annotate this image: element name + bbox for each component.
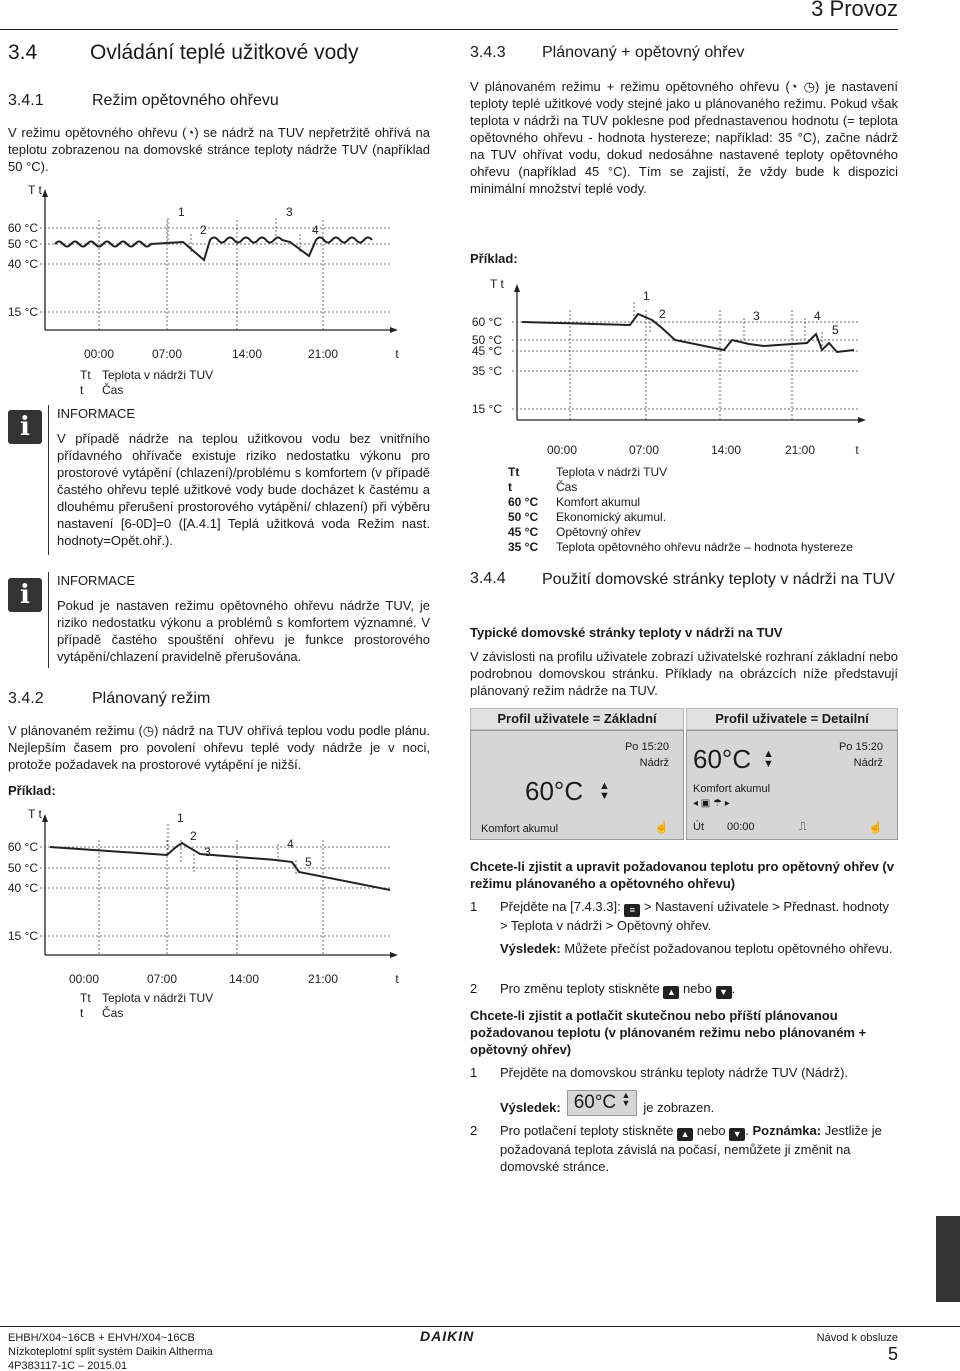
mode-label: Komfort akumul	[693, 783, 771, 795]
legend-value: Komfort akumul	[556, 495, 641, 509]
footer-manual: Návod k obsluze	[816, 1332, 898, 1344]
brand-logo: DAIKIN	[420, 1328, 475, 1344]
q1-result	[500, 940, 898, 957]
info-title: INFORMACE	[57, 406, 135, 421]
legend-value: Teplota v nádrži TUV	[102, 368, 214, 382]
tap-icon: ☝	[868, 820, 883, 834]
step-number: 1	[470, 1065, 478, 1080]
marker-1: 1	[643, 289, 650, 303]
temperature-value: 60°C	[525, 776, 584, 806]
y-axis-label: T t	[490, 277, 504, 291]
legend-chart-schedule-reheat	[508, 465, 853, 555]
page-number: 5	[887, 1344, 898, 1364]
step-text: Přejděte na [7.4.3.3]:	[500, 899, 621, 914]
section-title	[8, 41, 359, 64]
schedule-step-icon: ⎍	[799, 821, 807, 833]
y-axis-label: T t	[28, 807, 42, 821]
legend-value: Opětovný ohřev	[556, 525, 641, 539]
y-tick-35: 35 °C	[471, 364, 502, 378]
up-button-icon: ▲	[677, 1128, 693, 1141]
chart-schedule-reheat	[462, 270, 902, 465]
y-tick-15: 15 °C	[471, 402, 502, 416]
x-tick-0000: 00:00	[546, 443, 578, 457]
x-tick-2100: 21:00	[307, 972, 339, 986]
marker-5: 5	[305, 855, 312, 869]
chart-schedule	[0, 800, 430, 1000]
up-down-arrows-icon: ▲ ▼	[621, 1090, 631, 1108]
result-text: Můžete přečíst požadovanou teplotu opětovného ohřevu.	[564, 941, 893, 956]
subsection-title-text: Použití domovské stránky teploty v nádrži na TUV	[542, 571, 895, 588]
x-tick-0000: 00:00	[83, 347, 115, 361]
chart-reheat	[0, 180, 430, 400]
screen-detail-header: Profil uživatele = Detailní	[686, 708, 898, 730]
legend-key: Tt	[80, 368, 91, 382]
temperature-value: 60°C	[693, 744, 752, 774]
result-label: Výsledek:	[500, 1099, 561, 1115]
marker-1: 1	[177, 811, 184, 825]
x-axis-label: t	[855, 443, 859, 457]
header-rule	[0, 29, 898, 30]
legend-value: Teplota v nádrži TUV	[102, 991, 214, 1005]
x-tick-1400: 14:00	[231, 347, 263, 361]
legend-row	[508, 480, 853, 495]
subsection-number: 3.4.2	[8, 690, 44, 707]
x-tick-1400: 14:00	[710, 443, 742, 457]
footer-series: Nízkoteplotní split systém Daikin Altherma	[8, 1346, 213, 1358]
footer-rule	[0, 1326, 960, 1327]
q2-step-2: 2 Pro potlačení teploty stiskněte ▲ nebo ▼ . Poznámka: Jestliže je požadovaná teplota závislá na počasí, nemůžete ji změnit na domovské stránce.	[470, 1123, 882, 1174]
step-text: Pro změnu teploty stiskněte	[500, 981, 660, 996]
info-icon: i	[8, 410, 42, 444]
up-down-arrows-icon[interactable]: ▲ ▼	[599, 780, 610, 802]
y-tick-50: 50 °C	[7, 861, 38, 875]
y-tick-60: 60 °C	[7, 221, 38, 235]
side-tab-marker	[936, 1216, 960, 1302]
footer-left	[8, 1331, 213, 1371]
x-tick-0700: 07:00	[151, 347, 183, 361]
step-text: Přejděte na domovskou stránku teploty nádrže TUV (Nádrž).	[500, 1065, 849, 1080]
y-tick-40: 40 °C	[7, 881, 38, 895]
footer-model: EHBH/X04~16CB + EHVH/X04~16CB	[8, 1332, 195, 1344]
footer-doc: 4P383117-1C – 2015.01	[8, 1360, 128, 1371]
result-text: je zobrazen.	[643, 1099, 715, 1115]
screen-basic-header: Profil uživatele = Základní	[470, 708, 684, 730]
marker-3: 3	[286, 205, 293, 219]
marker-4: 4	[814, 309, 821, 323]
x-axis-label: t	[395, 347, 399, 361]
legend-value: Teplota v nádrži TUV	[556, 465, 668, 479]
y-axis-label: T t	[28, 183, 42, 197]
legend-key: t	[508, 480, 512, 494]
step-number: 1	[470, 899, 478, 914]
legend-row	[508, 525, 853, 540]
legend-value: Čas	[102, 383, 124, 397]
legend-key: 60 °C	[508, 495, 539, 509]
result-label: Výsledek:	[500, 941, 561, 956]
legend-key: Tt	[80, 991, 91, 1005]
y-tick-15: 15 °C	[7, 929, 38, 943]
next-time: 00:00	[727, 821, 755, 833]
legend-row	[508, 495, 853, 510]
legend-row	[80, 1006, 213, 1021]
info-box-2	[48, 572, 430, 668]
marker-2: 2	[200, 223, 207, 237]
legend-value: Ekonomický akumul.	[556, 510, 667, 524]
q1-step-2: 2 Pro změnu teploty stiskněte ▲ nebo ▼ .	[470, 981, 736, 997]
tap-icon: ☝	[654, 820, 669, 834]
result-temp-display	[567, 1090, 638, 1116]
chart-schedule-svg	[0, 800, 430, 1000]
x-tick-2100: 21:00	[307, 347, 339, 361]
legend-key: t	[80, 1006, 84, 1020]
q2-heading: Chcete-li zjistit a potlačit skutečnou nebo příští plánovanou požadovanou teplotu (v plánovaném režimu nebo plánovaném + opětovný ohřev)	[470, 1008, 867, 1057]
marker-2: 2	[190, 829, 197, 843]
legend-key: 50 °C	[508, 510, 539, 524]
info-box-1	[48, 405, 430, 555]
info-icon: i	[8, 578, 42, 612]
menu-icon: ≡	[624, 904, 640, 917]
subsection-title-3-4-4	[470, 570, 898, 590]
down-button-icon: ▼	[716, 986, 732, 999]
q1-heading: Chcete-li zjistit a upravit požadovanou teplotu pro opětovný ohřev (v režimu plánovaného a opětovného ohřevu)	[470, 859, 894, 891]
section-number: 3.4	[8, 41, 38, 64]
status-icons: ◂ ▣ ☂ ▸	[693, 798, 730, 809]
q2-step-1	[470, 1064, 898, 1081]
screen-basic[interactable]	[470, 730, 684, 840]
y-tick-45: 45 °C	[471, 344, 502, 358]
x-tick-0700: 07:00	[628, 443, 660, 457]
note-text: Jestliže je požadovaná teplota závislá na počasí, nemůžete ji změnit na domovské stránce.	[500, 1123, 882, 1174]
y-tick-40: 40 °C	[7, 257, 38, 271]
y-tick-50: 50 °C	[471, 333, 502, 347]
result-temp-value: 60°C	[573, 1092, 617, 1113]
legend-row	[80, 991, 213, 1006]
example-label: Příklad:	[470, 251, 518, 266]
schedule-reheat-description: V plánovaném režimu + režimu opětovného ohřevu (◔ ◷) je nastavení teploty teplé užitkové vody stejné jako u plánovaného režimu. Pokud však teplota v nádrži na TUV poklesne pod přednastavenou hodnotu (= teplota opětovného ohřevu - hodnota hystereze; například: 35 °C), začne nádrž na TUV ohřívat vodu, dokud nedosáhne nastavené teploty opětovného ohřevu (například 45 °C). Tím se zajistí, že vždy bude k dispozici minimální množství teplé vody.	[470, 79, 898, 196]
legend-chart-reheat	[80, 368, 213, 398]
legend-key: t	[80, 383, 84, 397]
x-tick-1400: 14:00	[228, 972, 260, 986]
up-button-icon: ▲	[663, 986, 679, 999]
mode-label: Komfort akumul	[481, 823, 559, 835]
q1-step-1	[470, 898, 898, 934]
x-axis-label: t	[395, 972, 399, 986]
section-title-text: Ovládání teplé užitkové vody	[90, 41, 359, 64]
next-day: Út	[693, 821, 704, 833]
legend-value: Čas	[556, 480, 578, 494]
subsection-number: 3.4.3	[470, 44, 506, 61]
x-tick-2100: 21:00	[784, 443, 816, 457]
y-tick-60: 60 °C	[471, 315, 502, 329]
subsection-number: 3.4.1	[8, 92, 44, 109]
chart-schedule-reheat-svg	[462, 270, 902, 465]
tank-label: Nádrž	[853, 757, 883, 769]
step-number: 2	[470, 1123, 478, 1138]
subsection-title-3-4-2	[8, 690, 210, 707]
legend-value: Čas	[102, 1006, 124, 1020]
marker-3: 3	[204, 845, 211, 859]
day-time: Po 15:20	[624, 741, 669, 753]
y-tick-60: 60 °C	[7, 840, 38, 854]
legend-row	[508, 540, 853, 555]
tank-label: Nádrž	[639, 757, 669, 769]
step-or: nebo	[696, 1123, 726, 1138]
legend-row	[80, 368, 213, 383]
subsection-title-3-4-1	[8, 92, 279, 109]
legend-row	[508, 465, 853, 480]
step-text-path: > Nastavení uživatele > Přednast. hodnoty > Teplota v nádrži > Opětovný ohřev.	[500, 899, 889, 933]
subsection-title-3-4-3	[470, 44, 744, 61]
marker-4: 4	[287, 837, 294, 851]
q2-result	[500, 1090, 898, 1116]
legend-key: Tt	[508, 465, 520, 479]
legend-chart-schedule	[80, 991, 213, 1021]
x-tick-0000: 00:00	[68, 972, 100, 986]
legend-key: 35 °C	[508, 540, 539, 554]
reheat-description: V režimu opětovného ohřevu (◔) se nádrž na TUV nepřetržitě ohřívá na teplotu zobrazenou na domovské stránce teploty nádrže TUV (například 50 °C).	[8, 125, 430, 174]
info-text: Pokud je nastaven režimu opětovného ohřevu nádrže TUV, je riziko nedostatku výkonu a problémů s komfortem významné. V případě častého spouštění ohřevu je funkce prostorového vytápění/chlazení pravidelně přerušována.	[57, 598, 430, 664]
subsection-number: 3.4.4	[470, 570, 506, 587]
y-tick-15: 15 °C	[7, 305, 38, 319]
x-tick-0700: 07:00	[146, 972, 178, 986]
chart-reheat-svg	[0, 180, 430, 400]
schedule-description: V plánovaném režimu (◷) nádrž na TUV ohřívá teplou vodu podle plánu. Nejlepším časem pro povolení ohřevu teplé vody nádrže je v noci, protože požadavek na prostorové vytápění je nižší.	[8, 723, 430, 772]
typical-home-heading: Typické domovské stránky teploty v nádrži na TUV	[470, 625, 783, 640]
note-label: Poznámka:	[752, 1123, 822, 1138]
day-time: Po 15:20	[838, 741, 883, 753]
chapter-heading: 3 Provoz	[811, 0, 898, 21]
marker-1: 1	[178, 205, 185, 219]
info-text: V případě nádrže na teplou užitkovou vodu bez vnitřního přídavného ohřívače existuje riziko nedostatku výkonu pro prostorové vytápění (chlazení)/problému s komfortem (v případě častého ohřevu teplé užitkové vody bude docházet k častému a dlouhému přerušení prostorového vytápění/ chlazení) při výběru nastavení [6-0D]=0 ([A.4.1] Teplá užitková voda Režim nast. hodnoty=Opět.ohř.).	[57, 431, 430, 548]
up-down-arrows-icon[interactable]: ▲ ▼	[763, 748, 774, 770]
legend-row	[508, 510, 853, 525]
subsection-title-text: Režim opětovného ohřevu	[92, 92, 279, 109]
legend-key: 45 °C	[508, 525, 539, 539]
marker-4: 4	[312, 223, 319, 237]
legend-value: Teplota opětovného ohřevu nádrže – hodnota hystereze	[556, 540, 853, 554]
marker-3: 3	[753, 309, 760, 323]
example-label: Příklad:	[8, 783, 56, 798]
step-text: Pro potlačení teploty stiskněte	[500, 1123, 674, 1138]
step-number: 2	[470, 981, 478, 996]
y-tick-50: 50 °C	[7, 237, 38, 251]
screen-detail[interactable]	[686, 730, 898, 840]
subsection-title-text: Plánovaný + opětovný ohřev	[542, 44, 745, 61]
step-or: nebo	[682, 981, 712, 996]
legend-row	[80, 383, 213, 398]
down-button-icon: ▼	[729, 1128, 745, 1141]
marker-2: 2	[659, 307, 666, 321]
marker-5: 5	[832, 323, 839, 337]
subsection-title-text: Plánovaný režim	[92, 690, 211, 707]
typical-home-text: V závislosti na profilu uživatele zobrazí uživatelské rozhraní základní nebo podrobnou domovskou stránku. Příklady na obrázcích níže představují plánovaný režim nádrže na TUV.	[470, 649, 898, 698]
info-title: INFORMACE	[57, 573, 135, 588]
